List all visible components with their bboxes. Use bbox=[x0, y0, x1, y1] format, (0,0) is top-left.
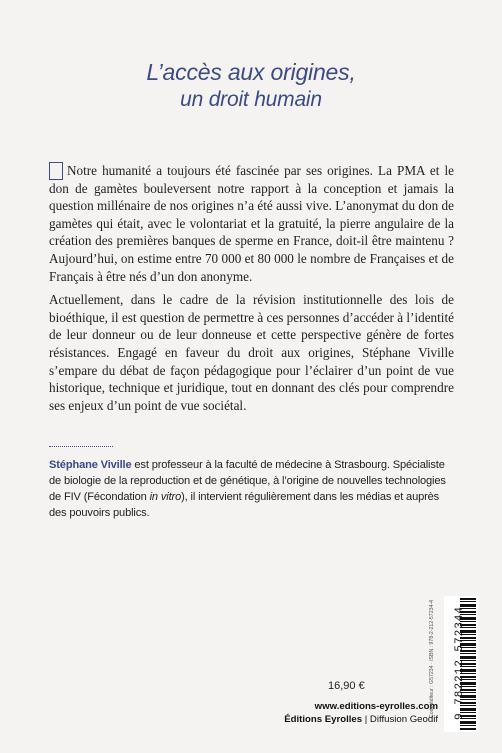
publisher-name: Éditions Eyrolles bbox=[284, 714, 363, 725]
dropcap-frame bbox=[49, 162, 63, 180]
bio-text-1: est professeur à la faculté de médecine à Strasbourg. Spécialiste de biologie de la reproduction et de génétique, à l’origine de nouvelles technologies de FIV (Fécondation bbox=[49, 459, 446, 503]
blurb bbox=[49, 162, 454, 420]
barcode-digits: 9 782212 572344 bbox=[454, 605, 466, 721]
author-name: Stéphane Viville bbox=[49, 459, 132, 471]
barcode bbox=[444, 596, 478, 732]
title-line-1: L’accès aux origines, bbox=[146, 59, 356, 85]
bio-italic: in vitro bbox=[149, 491, 182, 503]
blurb-paragraph-2: Actuellement, dans le cadre de la révision institutionnelle des lois de bioéthique, il est question de permettre à ces personnes d’accéder à l’identité de leur donneur ou de leur donneuse et cette perspective génère de fortes résistances. Engagé en faveur du droit aux origines, Stéphane Viville s’empare du débat de façon pédagogique pour l’éclairer d’un point de vue historique, technique et juridique, tout en donnant des clés pour comprendre ses enjeux d’un point de vue sociétal. bbox=[49, 292, 454, 413]
distributor-name: | Diffusion Geodif bbox=[362, 714, 438, 725]
publisher-footer bbox=[284, 700, 438, 726]
author-bio bbox=[49, 457, 455, 521]
paragraph-1-text: otre humanité a toujours été fascinée par ses origines. La PMA et le don de gamètes bouleversent notre rapport à la conception et jamais la question millénaire de nos origines n’a été aussi vive. L’anonymat du don de gamètes qui était, avec le volontariat et la gratuité, la pierre angulaire de la création des premières banques de sperme en France, doit-il être maintenu ? Aujourd’hui, on estime entre 70 000 et 80 000 le nombre de Françaises et de Français à être nés d’un don anonyme. bbox=[49, 163, 454, 284]
title-line-2: un droit humain bbox=[180, 87, 322, 111]
isbn-small-label: Code éditeur : G57234 · ISBN : 978-2-212-57234-4 bbox=[429, 600, 435, 718]
dropcap-letter: N bbox=[67, 163, 77, 178]
blurb-paragraph-1 bbox=[49, 162, 454, 285]
book-title bbox=[0, 58, 502, 113]
publisher-website: www.editions-eyrolles.com bbox=[314, 701, 438, 712]
bio-text-2: ), il intervient régulièrement dans les médias et auprès des pouvoirs publics. bbox=[49, 491, 440, 519]
price: 16,90 € bbox=[328, 680, 365, 692]
separator-rule bbox=[49, 446, 113, 447]
